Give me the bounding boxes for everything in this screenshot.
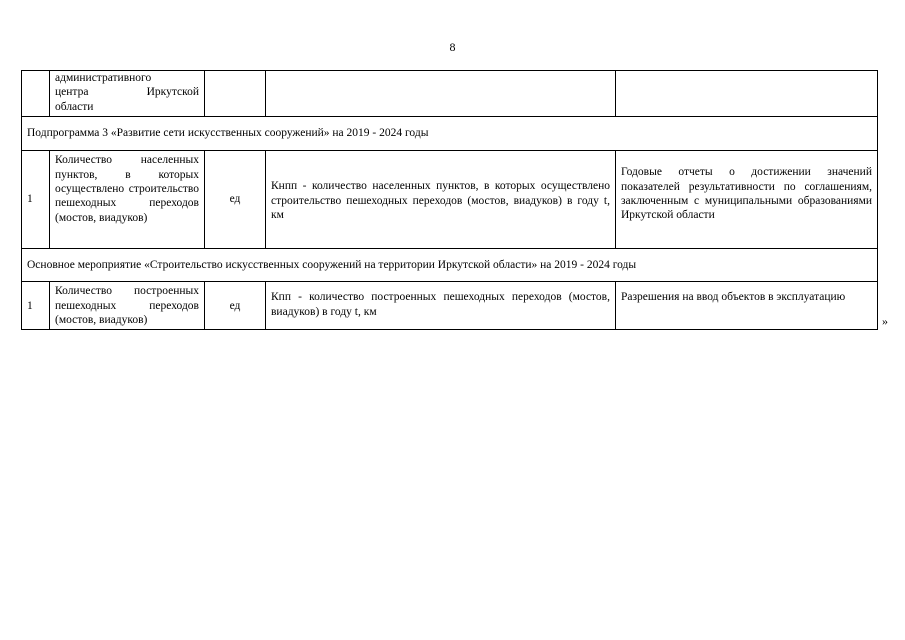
name-line-2: центра Иркутской xyxy=(55,86,199,99)
cell-formula: Кпп - количество построенных пешеходных переходов (мостов, виадуков) в году t, км xyxy=(266,282,616,330)
cell-formula: Кнпп - количество населенных пунктов, в которых осуществлено строительство пешеходных переходов (мостов, виадуков) в году t, км xyxy=(266,151,616,249)
section-row-main-activity xyxy=(22,249,878,282)
cell-indicator-name-continuation xyxy=(50,71,205,117)
cell-source-empty xyxy=(616,71,878,117)
indicators-table xyxy=(21,70,878,330)
cell-indicator-name: Количество населенных пунктов, в которых осуществлено строительство пешеходных переходов (мостов, виадуков) xyxy=(50,151,205,249)
cell-unit: ед xyxy=(205,151,266,249)
cell-num: 1 xyxy=(22,282,50,330)
table-row xyxy=(22,151,878,249)
closing-quote: » xyxy=(882,314,888,328)
cell-data-source: Разрешения на ввод объектов в эксплуатацию xyxy=(616,282,878,330)
section-row-subprogram xyxy=(22,117,878,151)
section-title-subprogram: Подпрограмма 3 «Развитие сети искусственных сооружений» на 2019 - 2024 годы xyxy=(22,117,878,151)
cell-formula-empty xyxy=(266,71,616,117)
page-number: 8 xyxy=(449,40,456,54)
name-line-3: области xyxy=(55,100,94,113)
cell-num-empty xyxy=(22,71,50,117)
section-title-main-activity: Основное мероприятие «Строительство искусственных сооружений на территории Иркутской области» на 2019 - 2024 годы xyxy=(22,249,878,282)
cell-unit: ед xyxy=(205,282,266,330)
cell-data-source: Годовые отчеты о достижении значений показателей результативности по соглашениям, заключенным с муниципальными образованиями Иркутской области xyxy=(616,151,878,249)
table-row xyxy=(22,282,878,330)
cell-unit-empty xyxy=(205,71,266,117)
name-line-1: административного xyxy=(55,72,152,84)
table-row-continuation xyxy=(22,71,878,117)
cell-num: 1 xyxy=(22,151,50,249)
cell-indicator-name: Количество построенных пешеходных переходов (мостов, виадуков) xyxy=(50,282,205,330)
